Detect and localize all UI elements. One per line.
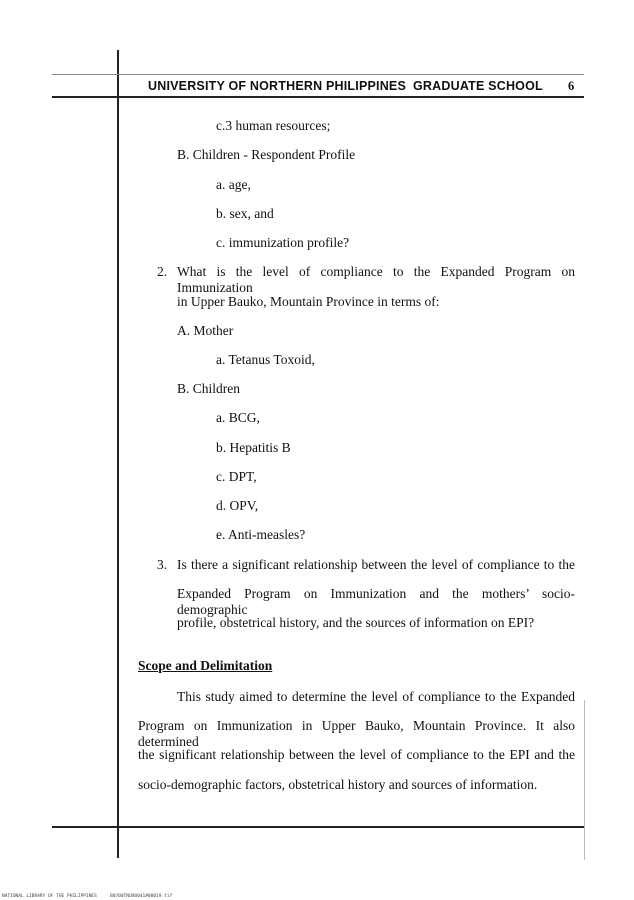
list-item: b. sex, and (216, 206, 274, 221)
scan-footer-left: NATIONAL LIBRARY OF THE PHILIPPINES (2, 894, 97, 899)
list-item: c.3 human resources; (216, 118, 331, 133)
question-text: Expanded Program on Immunization and the mothers’ socio-demographic (177, 586, 575, 617)
right-margin-line (584, 700, 585, 860)
question-number: 3. (157, 557, 168, 572)
footer-rule (52, 826, 584, 828)
school-name: GRADUATE SCHOOL (413, 79, 543, 93)
paragraph-line: socio-demographic factors, obstetrical history and sources of information. (138, 777, 538, 792)
page-number: 6 (568, 79, 575, 93)
question-text: Is there a significant relationship between the level of compliance to the (177, 557, 575, 572)
header-rule-top (52, 74, 584, 75)
list-item: a. age, (216, 177, 251, 192)
list-item: a. BCG, (216, 410, 260, 425)
section-heading: Scope and Delimitation (138, 658, 273, 673)
university-name: UNIVERSITY OF NORTHERN PHILIPPINES (148, 79, 406, 93)
list-item: B. Children (177, 381, 240, 396)
question-text: in Upper Bauko, Mountain Province in terms of: (177, 294, 440, 309)
paragraph-line: This study aimed to determine the level of compliance to the Expanded (177, 689, 575, 704)
list-item: e. Anti-measles? (216, 527, 306, 542)
scan-footer-right: B0700TNUO0041#00019.tif (110, 894, 173, 899)
list-item: B. Children - Respondent Profile (177, 147, 356, 162)
paragraph-line: the significant relationship between the level of compliance to the EPI and the (138, 747, 575, 762)
list-item: d. OPV, (216, 498, 259, 513)
question-number: 2. (157, 264, 168, 279)
question-text: What is the level of compliance to the Expanded Program on Immunization (177, 264, 575, 295)
list-item: c. immunization profile? (216, 235, 350, 250)
paragraph-line: Program on Immunization in Upper Bauko, Mountain Province. It also determined (138, 718, 575, 749)
question-text: profile, obstetrical history, and the sources of information on EPI? (177, 615, 535, 630)
margin-vertical-line (117, 50, 119, 858)
list-item: A. Mother (177, 323, 234, 338)
header-rule (52, 96, 584, 98)
list-item: a. Tetanus Toxoid, (216, 352, 315, 367)
list-item: c. DPT, (216, 469, 257, 484)
list-item: b. Hepatitis B (216, 440, 291, 455)
